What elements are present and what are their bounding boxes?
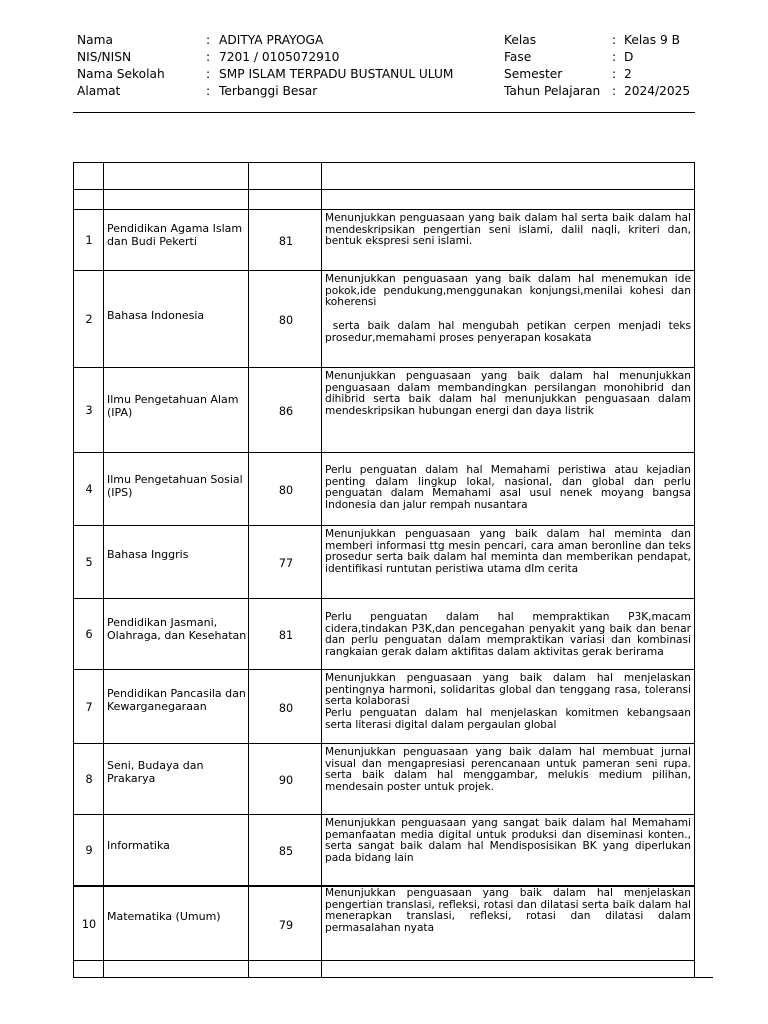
- row-number: 4: [85, 483, 93, 496]
- row-number: 3: [85, 404, 93, 417]
- table-row: [74, 453, 694, 525]
- info-value: 2024/2025: [624, 84, 691, 98]
- column-divider: [694, 163, 695, 977]
- info-row: [77, 84, 697, 101]
- description-paragraph: Menunjukkan penguasaan yang baik dalam hal menjelaskan pentingnya harmoni, solidaritas global dan tenggang rasa, toleransi serta kolaborasi: [325, 672, 691, 708]
- info-value: ADITYA PRAYOGA: [219, 33, 324, 47]
- row-number: 9: [85, 844, 93, 857]
- info-row: [77, 33, 697, 50]
- subject-score: 79: [278, 918, 294, 932]
- subject-score: 90: [278, 774, 294, 787]
- info-label: Alamat: [77, 84, 121, 98]
- row-number: 1: [85, 234, 93, 247]
- info-value: 7201 / 0105072910: [219, 50, 340, 64]
- subject-score: 81: [278, 629, 294, 642]
- description-paragraph: Perlu penguatan dalam hal Memahami peristiwa atau kejadian penting dalam lingkup lokal, nasional, dan global dan perlu penguatan dalam Memahami asal usul nenek moyang bangsa Indonesia dan jalur rempah nusantara: [325, 464, 691, 512]
- subject-description: [325, 529, 691, 576]
- info-row: [77, 67, 697, 84]
- info-row: [77, 50, 697, 67]
- info-label: NIS/NISN: [77, 50, 132, 64]
- description-paragraph: Menunjukkan penguasaan yang baik dalam hal menjelaskan pengertian translasi, refleksi, rotasi dan dilatasi serta baik dalam hal menerapkan translasi, refleksi, rotasi dan dilatasi dalam permasalahan nyata: [325, 887, 691, 935]
- description-paragraph: Menunjukkan penguasaan yang baik dalam hal serta baik dalam hal mendeskripsikan pengertian seni islami, dalil naqli, kriteri dan, bentuk ekspresi seni islami.: [325, 212, 691, 248]
- subject-score: 77: [278, 557, 294, 570]
- table-bottom-line: [695, 977, 713, 978]
- subject-description: [325, 371, 691, 418]
- info-label: Kelas: [504, 33, 537, 47]
- info-colon: :: [612, 33, 617, 47]
- subject-score: 80: [278, 701, 294, 715]
- subject-description: [325, 888, 691, 935]
- table-row: [74, 526, 694, 598]
- description-paragraph: serta baik dalam hal mengubah petikan cerpen menjadi teks prosedur,memahami proses penyerapan kosakata: [325, 319, 695, 344]
- description-paragraph: Perlu penguatan dalam hal mempraktikan P3K,macam cidera,tindakan P3K,dan pencegahan penyakit yang baik dan benar dan perlu penguatan dalam mempraktikan variasi dan kombinasi rangkaian gerak dalam aktifitas dalam aktivitas gerak berirama: [325, 611, 691, 659]
- info-colon: :: [206, 67, 211, 81]
- subject-description: [325, 273, 695, 344]
- info-value: 2: [624, 67, 632, 81]
- subject-name: Informatika: [107, 839, 170, 852]
- subject-name: Pendidikan Jasmani, Olahraga, dan Kesehatan: [107, 616, 247, 642]
- info-value: Terbanggi Besar: [219, 84, 318, 98]
- info-colon: :: [206, 33, 211, 47]
- table-row: [74, 887, 694, 960]
- info-colon: :: [206, 84, 211, 98]
- subject-name: Ilmu Pengetahuan Alam (IPA): [107, 393, 239, 419]
- subject-score: 86: [278, 405, 294, 418]
- info-value: D: [624, 50, 634, 64]
- subject-name: Bahasa Inggris: [107, 548, 189, 561]
- info-label: Fase: [504, 50, 532, 64]
- info-value: SMP ISLAM TERPADU BUSTANUL ULUM: [219, 67, 454, 81]
- subject-score: 85: [278, 845, 294, 858]
- row-number: 10: [81, 917, 97, 931]
- row-number: 8: [85, 773, 93, 786]
- subject-score: 80: [278, 314, 294, 327]
- info-colon: :: [612, 67, 617, 81]
- subject-name: Bahasa Indonesia: [107, 309, 205, 322]
- description-paragraph: Menunjukkan penguasaan yang baik dalam hal meminta dan memberi informasi ttg mesin pencari, cara aman beronline dan teks prosedur serta baik dalam hal meminta dan memberikan pendapat, identifikasi runtutan peristiwa utama dlm cerita: [325, 528, 691, 576]
- subject-name: Seni, Budaya dan Prakarya: [107, 759, 204, 785]
- table-row: [74, 744, 694, 814]
- table-row: [74, 670, 694, 743]
- table-row: [74, 599, 694, 669]
- description-paragraph: Menunjukkan penguasaan yang baik dalam hal menunjukkan penguasaan dalam membandingkan persilangan monohibrid dan dihibrid serta baik dalam hal menunjukkan penguasaan dalam mendeskripsikan hubungan energi dan daya listrik: [325, 370, 691, 418]
- row-number: 7: [85, 700, 93, 714]
- subject-name: Ilmu Pengetahuan Sosial (IPS): [107, 473, 243, 499]
- info-colon: :: [206, 50, 211, 64]
- header-divider: [73, 112, 695, 113]
- row-number: 5: [85, 556, 93, 569]
- subject-name: Pendidikan Agama Islam dan Budi Pekerti: [107, 222, 243, 248]
- subject-description: [325, 213, 691, 248]
- table-row: [74, 210, 694, 270]
- info-label: Tahun Pelajaran: [504, 84, 601, 98]
- subject-score: 80: [278, 484, 294, 497]
- row-number: 6: [85, 628, 93, 641]
- subject-description: [325, 818, 691, 865]
- description-paragraph: Perlu penguatan dalam hal menjelaskan komitmen kebangsaan serta literasi digital dalam pergaulan global: [325, 707, 691, 731]
- info-colon: :: [612, 84, 617, 98]
- description-paragraph: Menunjukkan penguasaan yang sangat baik dalam hal Memahami pemanfaatan media digital untuk produksi dan diseminasi konten., serta sangat baik dalam hal Mendisposisikan BK yang diperlukan pada bidang lain: [325, 817, 691, 865]
- info-value: Kelas 9 B: [624, 33, 680, 47]
- row-divider: [74, 960, 694, 961]
- info-colon: :: [612, 50, 617, 64]
- subject-description: [325, 612, 691, 659]
- subject-description: [325, 747, 691, 794]
- description-paragraph: Menunjukkan penguasaan yang baik dalam hal menemukan ide pokok,ide pendukung,menggunakan konjungsi,menilai kohesi dan koherensi: [325, 273, 691, 309]
- table-row: [74, 815, 694, 885]
- row-number: 2: [85, 313, 93, 326]
- description-paragraph: Menunjukkan penguasaan yang baik dalam hal membuat jurnal visual dan mengapresiasi perencanaan untuk pameran seni rupa. serta baik dalam hal menggambar, melukis medium pilihan, mendesain poster untuk projek.: [325, 746, 691, 794]
- subject-description: [325, 465, 691, 512]
- subject-score: 81: [278, 235, 294, 248]
- subject-name: Pendidikan Pancasila dan Kewarganegaraan: [107, 687, 246, 713]
- info-label: Nama: [77, 33, 113, 47]
- grades-table: [73, 162, 695, 978]
- subject-description: [325, 673, 691, 732]
- info-label: Semester: [504, 67, 563, 81]
- table-row: [74, 271, 694, 367]
- header-row-divider: [74, 189, 694, 190]
- subject-name: Matematika (Umum): [107, 910, 221, 923]
- info-label: Nama Sekolah: [77, 67, 165, 81]
- table-row: [74, 368, 694, 452]
